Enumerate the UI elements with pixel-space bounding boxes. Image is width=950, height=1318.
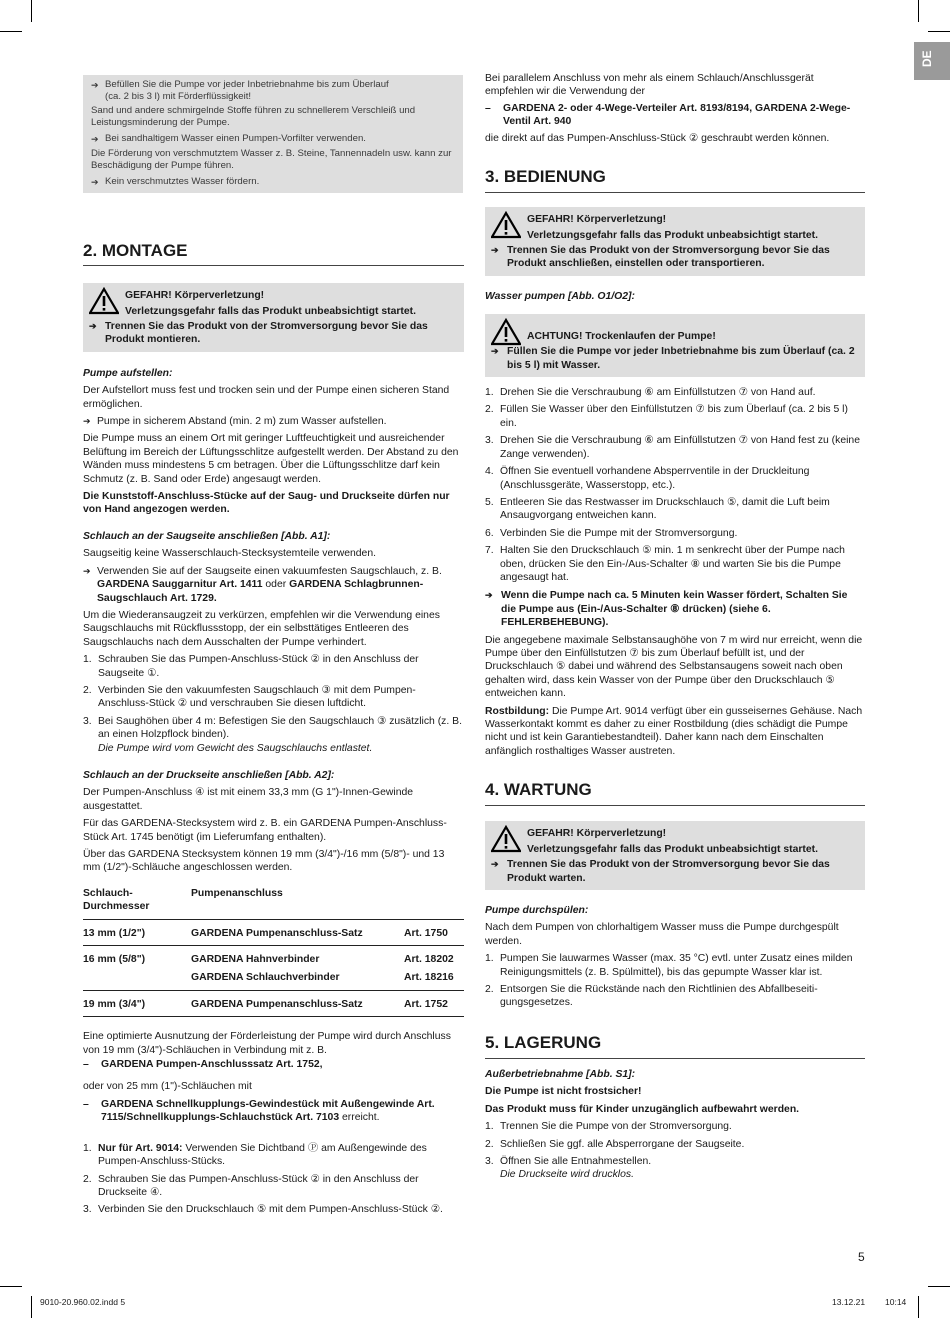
montage-section <box>83 241 464 1217</box>
hose-table <box>83 887 464 1017</box>
intro-line-5: ➔ Kein verschmutztes Wasser fördern. <box>91 176 457 188</box>
intro-line-1b: (ca. 2 bis 3 l) mit Förderflüssigkeit! <box>105 91 252 103</box>
warning-action: ➔ Trennen Sie das Produkt von der Stromversorgung bevor Sie das Produkt montieren. <box>89 320 458 347</box>
saug-paragraph-2: Um die Wiederansaugzeit zu verkürzen, empfehlen wir die Verwendung eines Saugschlauchs mit Rückflussstopp, der ein selbsttätiges Entleeren des Saugschlauchs nach dem Ausschalten der Pumpe verhindert. <box>83 609 440 648</box>
warning-action: ➔ Trennen Sie das Produkt von der Stromversorgung bevor Sie das Produkt warten. <box>491 858 859 885</box>
bedienung-paragraph: Die angegebene maximale Selbstansaughöhe von 7 m wird nur erreicht, wenn die Pumpe über den Einfüllstutzen ⑦ bis zum Überlauf befüllt ist, und der Druckschlauch ⑤ dabei und während des Selbstansaugens soweit nach oben gehalten wird, dass kein Wasser von der Pumpe über den Druckschlauch ⑤ entweichen kann. <box>485 634 863 700</box>
language-tab: DE <box>914 42 950 80</box>
warning-head: GEFAHR! Körperverletzung! <box>527 214 667 226</box>
crop-mark <box>928 1286 950 1287</box>
crop-mark <box>0 1286 22 1287</box>
crop-mark <box>31 0 32 22</box>
table-row <box>83 919 464 945</box>
warning-head: GEFAHR! Körperverletzung! <box>125 290 265 301</box>
bedienung-step-6: 6. Verbinden Sie die Pumpe mit der Stromversorgung. <box>485 527 738 539</box>
table-cell: 19 mm (3/4") <box>83 998 146 1010</box>
crop-mark <box>918 0 919 22</box>
warning-box-bedienung <box>485 207 865 276</box>
warning-action: ➔ Trennen Sie das Produkt von der Stromversorgung bevor Sie das Produkt anschließen, einstellen oder transportieren. <box>491 244 859 271</box>
footer-time: 10:14 <box>885 1297 907 1307</box>
intro-line-3: ➔ Bei sandhaltigem Wasser einen Pumpen-Vorfilter verwenden. <box>91 133 457 145</box>
table-cell: GARDENA Pumpenanschluss-Satz <box>191 998 363 1010</box>
opt-paragraph: Eine optimierte Ausnutzung der Förderleistung der Pumpe wird durch Anschluss von 19 mm (3/4")-Schläuchen in Verbindung mit z. B. <box>83 1031 451 1056</box>
warning-triangle-icon <box>491 825 521 853</box>
subheading-ausserbetrieb: Außerbetriebnahme [Abb. S1]: <box>485 1068 636 1080</box>
table-cell: GARDENA Hahnverbinder <box>191 954 320 966</box>
crop-mark <box>928 31 950 32</box>
table-cell: Art. 1752 <box>404 998 448 1010</box>
subheading-wasser-pumpen: Wasser pumpen [Abb. O1/O2]: <box>485 290 635 302</box>
page-number: 5 <box>858 1250 865 1264</box>
warning-triangle-icon <box>89 287 119 315</box>
bedienung-step-1: 1. Drehen Sie die Verschraubung ⑥ am Einfüllstutzen ⑦ von Hand auf. <box>485 387 816 399</box>
table-header-cell: Schlauch-Durchmesser <box>83 887 150 913</box>
footer-date: 13.12.21 <box>832 1297 866 1307</box>
table-cell: Art. 18216 <box>404 972 454 984</box>
druck-step-3: 3. Verbinden Sie den Druckschlauch ⑤ mit dem Pumpen-Anschluss-Stück ②. <box>83 1204 443 1216</box>
warning-triangle-icon <box>491 318 521 346</box>
lagerung-step-1: 1. Trennen Sie die Pumpe von der Stromversorgung. <box>485 1121 732 1133</box>
wartung-paragraph: Nach dem Pumpen von chlorhaltigem Wasser muss die Pumpe durchgespült werden. <box>485 922 839 947</box>
caution-head: ACHTUNG! Trockenlaufen der Pumpe! <box>527 331 716 343</box>
warning-triangle-icon <box>491 211 521 239</box>
caution-action: ➔ Füllen Sie die Pumpe vor jeder Inbetriebnahme bis zum Überlauf (ca. 2 bis 5 l) mit Wasser. <box>491 345 859 372</box>
wartung-step-2: 2. Entsorgen Sie die Rückstände nach den Richtlinien des Abfallbeseitigungsgesetzes. <box>485 984 818 1009</box>
intro-box <box>83 75 463 193</box>
section-title-bedienung: 3. BEDIENUNG <box>485 167 865 193</box>
bedienung-step-5: 5. Entleeren Sie das Restwasser im Druckschlauch ⑤, damit die Luft beim Ansaugvorgang entweichen kann. <box>485 496 830 522</box>
intro-line-4: Die Förderung von verschmutztem Wasser z. B. Steine, Tannennadeln usw. kann zur Beschädigung der Pumpe führen. <box>91 148 452 172</box>
bedienung-step-3: 3. Drehen Sie die Verschraubung ⑥ am Einfüllstutzen ⑦ von Hand fest zu (keine Zange verwenden). <box>485 435 860 460</box>
table-row <box>83 946 464 968</box>
crop-mark <box>918 1296 919 1318</box>
section-title-lagerung: 5. LAGERUNG <box>485 1033 865 1059</box>
saug-step-1: 1. Schrauben Sie das Pumpen-Anschluss-Stück ② in den Anschluss der Saugseite ①. <box>83 654 419 679</box>
opt-paragraph-2: oder von 25 mm (1")-Schläuchen mit <box>83 1081 252 1093</box>
right-column <box>485 72 865 1182</box>
saug-step-3: 3. Bei Saughöhen über 4 m: Befestigen Sie den Saugschlauch ③ zusätzlich (z. B. an einen Holzpflock binden). Die Pumpe wird vom Gewicht des Saugschlauchs entlastet. <box>83 715 462 754</box>
table-cell: Art. 1750 <box>404 927 448 939</box>
druck-step-2: 2. Schrauben Sie das Pumpen-Anschluss-Stück ② in den Anschluss der Druckseite ④. <box>83 1173 419 1198</box>
subheading-pumpe: Pumpe aufstellen: <box>83 367 173 379</box>
lagerung-bold-2: Das Produkt muss für Kinder unzugänglich aufbewahrt werden. <box>485 1103 800 1115</box>
saug-step-2: 2. Verbinden Sie den vakuumfesten Saugschlauch ③ mit dem Pumpen-Anschluss-Stück ② und verschrauben Sie diesen luftdicht. <box>83 684 416 710</box>
subheading-durchspuelen: Pumpe durchspülen: <box>485 905 589 917</box>
bedienung-step-7: 7. Halten Sie den Druckschlauch ⑤ min. 1 m senkrecht über der Pumpe nach oben, drücken Sie den Ein-/Aus-Schalter ⑧ und warten Sie bis die Pumpe angesaugt hat. <box>485 545 845 583</box>
crop-mark <box>0 31 22 32</box>
table-row <box>83 967 464 990</box>
table-cell: 13 mm (1/2") <box>83 927 146 939</box>
bedienung-step-4: 4. Öffnen Sie eventuell vorhandene Absperrventile in der Druckleitung (Anschlussgeräte, Wasserstopp, etc.). <box>485 466 810 491</box>
saug-paragraph-1: Saugseitig keine Wasserschlauch-Stecksystemteile verwenden. <box>83 548 376 560</box>
warning-text: Verletzungsgefahr falls das Produkt unbeabsichtigt startet. <box>125 306 416 317</box>
bedienung-step-2: 2. Füllen Sie Wasser über den Einfüllstutzen ⑦ bis zum Überlauf (ca. 2 bis 5 l) ein. <box>485 404 848 429</box>
caution-box <box>485 314 865 377</box>
footer-file: 9010-20.960.02.indd 5 <box>40 1297 126 1307</box>
section-title-montage: 2. MONTAGE <box>83 241 464 266</box>
parallel-dash: – GARDENA 2- oder 4-Wege-Verteiler Art. 8193/8194, GARDENA 2-Wege-Ventil Art. 940 <box>485 102 851 128</box>
intro-line-2: Sand und andere schmirgelnde Stoffe führen zu schnellerem Verschleiß und Leistungsminderung der Pumpe. <box>91 104 416 129</box>
table-cell: 16 mm (5/8") <box>83 954 146 966</box>
parallel-paragraph-2: die direkt auf das Pumpen-Anschluss-Stück ② geschraubt werden können. <box>485 132 830 144</box>
parallel-paragraph: Bei parallelem Anschluss von mehr als einem Schlauch/Anschlussgerät empfehlen wir die Verwendung der <box>485 73 814 98</box>
warning-box-wartung <box>485 821 865 890</box>
wartung-step-1: 1. Pumpen Sie lauwarmes Wasser (max. 35 °C) evtl. unter Zusatz eines milden Reinigungsmittels (z. B. Spülmittel), bis das gepumpte Wasser klar ist. <box>485 953 853 978</box>
bedienung-arrow: ➔ Wenn die Pumpe nach ca. 5 Minuten kein Wasser fördert, Schalten Sie die Pumpe aus (Ein-/Aus-Schalter ⑧ drücken) (siehe 6. FEHLERBEHEBUNG). <box>485 589 865 629</box>
druck-paragraph-2: Für das GARDENA-Stecksystem wird z. B. ein GARDENA Pumpen-Anschluss-Stück Art. 1745 benötigt (im Lieferumfang enthalten). <box>83 818 447 843</box>
warning-text: Verletzungsgefahr falls das Produkt unbeabsichtigt startet. <box>527 844 818 856</box>
warning-box-montage <box>83 283 464 352</box>
druck-step-1: 1. Nur für Art. 9014: Verwenden Sie Dichtband Ⓟ am Außengewinde des Pumpen-Anschluss-Stücks. <box>83 1142 427 1168</box>
pumpe-paragraph-2: Die Pumpe muss an einem Ort mit geringer Luftfeuchtigkeit und ausreichender Belüftung im Bereich der Lüftungsschlitze aufgestellt werden. Der Abstand zu den Wänden muss mindestens 5 cm betragen. Über die Lüftungsschlitze darf kein Schmutz (z. B. Sand oder Erde) angesaugt werden. <box>83 433 459 485</box>
lagerung-step-3: 3. Öffnen Sie alle Entnahmestellen. Die Druckseite wird drucklos. <box>485 1155 652 1181</box>
druck-paragraph-3: Über das GARDENA Stecksystem können 19 mm (3/4")-/16 mm (5/8")- und 13 mm (1/2")-Schläuche angeschlossen werden. <box>83 849 445 874</box>
subheading-druck: Schlauch an der Druckseite anschließen [Abb. A2]: <box>83 769 335 781</box>
warning-head: GEFAHR! Körperverletzung! <box>527 828 667 840</box>
table-header-cell: Pumpenanschluss <box>191 887 283 899</box>
crop-mark <box>31 1296 32 1318</box>
pumpe-paragraph-1: Der Aufstellort muss fest und trocken sein und der Pumpe einen sicheren Stand ermöglichen. <box>83 385 450 410</box>
lagerung-step-2: 2. Schließen Sie ggf. alle Absperrorgane der Saugseite. <box>485 1138 745 1150</box>
table-cell: GARDENA Schlauchverbinder <box>191 972 340 984</box>
opt-dash-1: – GARDENA Pumpen-Anschlusssatz Art. 1752, <box>83 1059 323 1071</box>
table-row <box>83 990 464 1016</box>
lagerung-bold-1: Die Pumpe ist nicht frostsicher! <box>485 1086 642 1098</box>
saug-arrow: ➔ Verwenden Sie auf der Saugseite einen vakuumfesten Saugschlauch, z. B. GARDENA Sauggarnitur Art. 1411 oder GARDENA Schlagbrunnen-Saugschlauch Art. 1729. <box>83 565 464 605</box>
warning-text: Verletzungsgefahr falls das Produkt unbeabsichtigt startet. <box>527 230 818 242</box>
pumpe-bold: Die Kunststoff-Anschluss-Stücke auf der Saug- und Druckseite dürfen nur von Hand angezogen werden. <box>83 491 450 516</box>
table-cell: GARDENA Pumpenanschluss-Satz <box>191 927 363 939</box>
pumpe-arrow: ➔ Pumpe in sicherem Abstand (min. 2 m) zum Wasser aufstellen. <box>83 415 464 428</box>
intro-line-1: Befüllen Sie die Pumpe vor jeder Inbetriebnahme bis zum Überlauf <box>105 79 389 90</box>
section-title-wartung: 4. WARTUNG <box>485 780 865 806</box>
table-cell <box>83 967 191 990</box>
opt-dash-2: – GARDENA Schnellkupplungs-Gewindestück mit Außengewinde Art. 7115/Schnellkupplungs-Schlauchstück Art. 7103 erreicht. <box>83 1098 435 1124</box>
rost-paragraph: Rostbildung: Die Pumpe Art. 9014 verfügt über ein gusseisernes Gehäuse. Nach Wasserkontakt kommt es daher zu einer Rostbildung (dies schädigt die Pumpe nicht und ist kein Garantiebestandteil). Daher kann nach dem Einschalten anfänglich rosthaltiges Wasser austreten. <box>485 705 863 757</box>
druck-paragraph-1: Der Pumpen-Anschluss ④ ist mit einem 33,3 mm (G 1")-Innen-Gewinde ausgestattet. <box>83 787 414 812</box>
subheading-saug: Schlauch an der Saugseite anschließen [Abb. A1]: <box>83 530 331 542</box>
table-cell: Art. 18202 <box>404 954 454 966</box>
table-header <box>83 887 464 919</box>
